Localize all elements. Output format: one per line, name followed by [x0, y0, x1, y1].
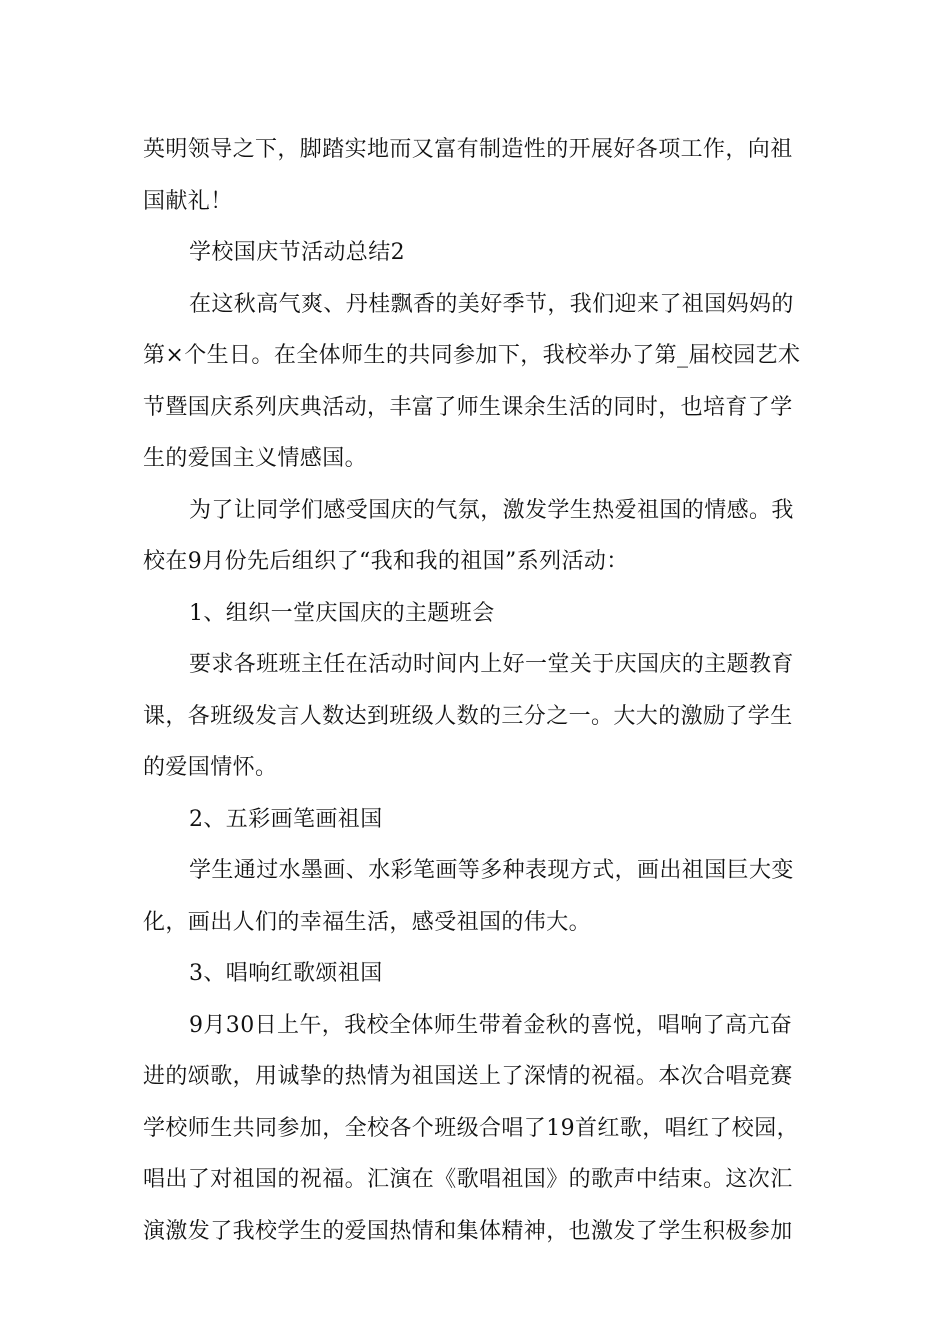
text-line: 演激发了我校学生的爱国热情和集体精神，也激发了学生积极参加: [143, 1218, 793, 1244]
text-line: 英明领导之下，脚踏实地而又富有制造性的开展好各项工作，向祖: [143, 137, 793, 162]
text-line: 9月30日上午，我校全体师生带着金秋的喜悦，唱响了高亢奋: [189, 1012, 793, 1038]
text-line: 生的爱国主义情感国。: [143, 446, 368, 471]
text-line: 在这秋高气爽、丹桂飘香的美好季节，我们迎来了祖国妈妈的: [189, 291, 794, 317]
text-line: 节暨国庆系列庆典活动，丰富了师生课余生活的同时，也培育了学: [143, 394, 793, 420]
document-body: [143, 124, 811, 1257]
text-line: 要求各班班主任在活动时间内上好一堂关于庆国庆的主题教育: [189, 652, 794, 677]
text-line: 进的颂歌，用诚挚的热情为祖国送上了深情的祝福。本次合唱竞赛: [143, 1064, 793, 1089]
text-line: 学生通过水墨画、水彩笔画等多种表现方式，画出祖国巨大变: [189, 858, 794, 883]
text-line: 国献礼！: [143, 188, 233, 214]
list-item-heading: 1、组织一堂庆国庆的主题班会: [189, 600, 495, 626]
section-heading: 学校国庆节活动总结2: [189, 240, 405, 265]
list-item-heading: 3、唱响红歌颂祖国: [189, 961, 383, 986]
text-line: 唱出了对祖国的祝福。汇演在《歌唱祖国》的歌声中结束。这次汇: [143, 1167, 793, 1192]
text-line: 课，各班级发言人数达到班级人数的三分之一。大大的激励了学生: [143, 703, 793, 729]
text-line: 校在9月份先后组织了“我和我的祖国”系列活动：: [143, 549, 629, 574]
text-line: 化，画出人们的幸福生活，感受祖国的伟大。: [143, 909, 592, 935]
list-item-heading: 2、五彩画笔画祖国: [189, 806, 383, 832]
text-line: 学校师生共同参加，全校各个班级合唱了19首红歌，唱红了校园，: [143, 1115, 799, 1141]
text-line: 的爱国情怀。: [143, 755, 278, 780]
text-line: 第×个生日。在全体师生的共同参加下，我校举办了第_届校园艺术: [143, 343, 801, 368]
text-line: 为了让同学们感受国庆的气氛，激发学生热爱祖国的情感。我: [189, 497, 794, 523]
